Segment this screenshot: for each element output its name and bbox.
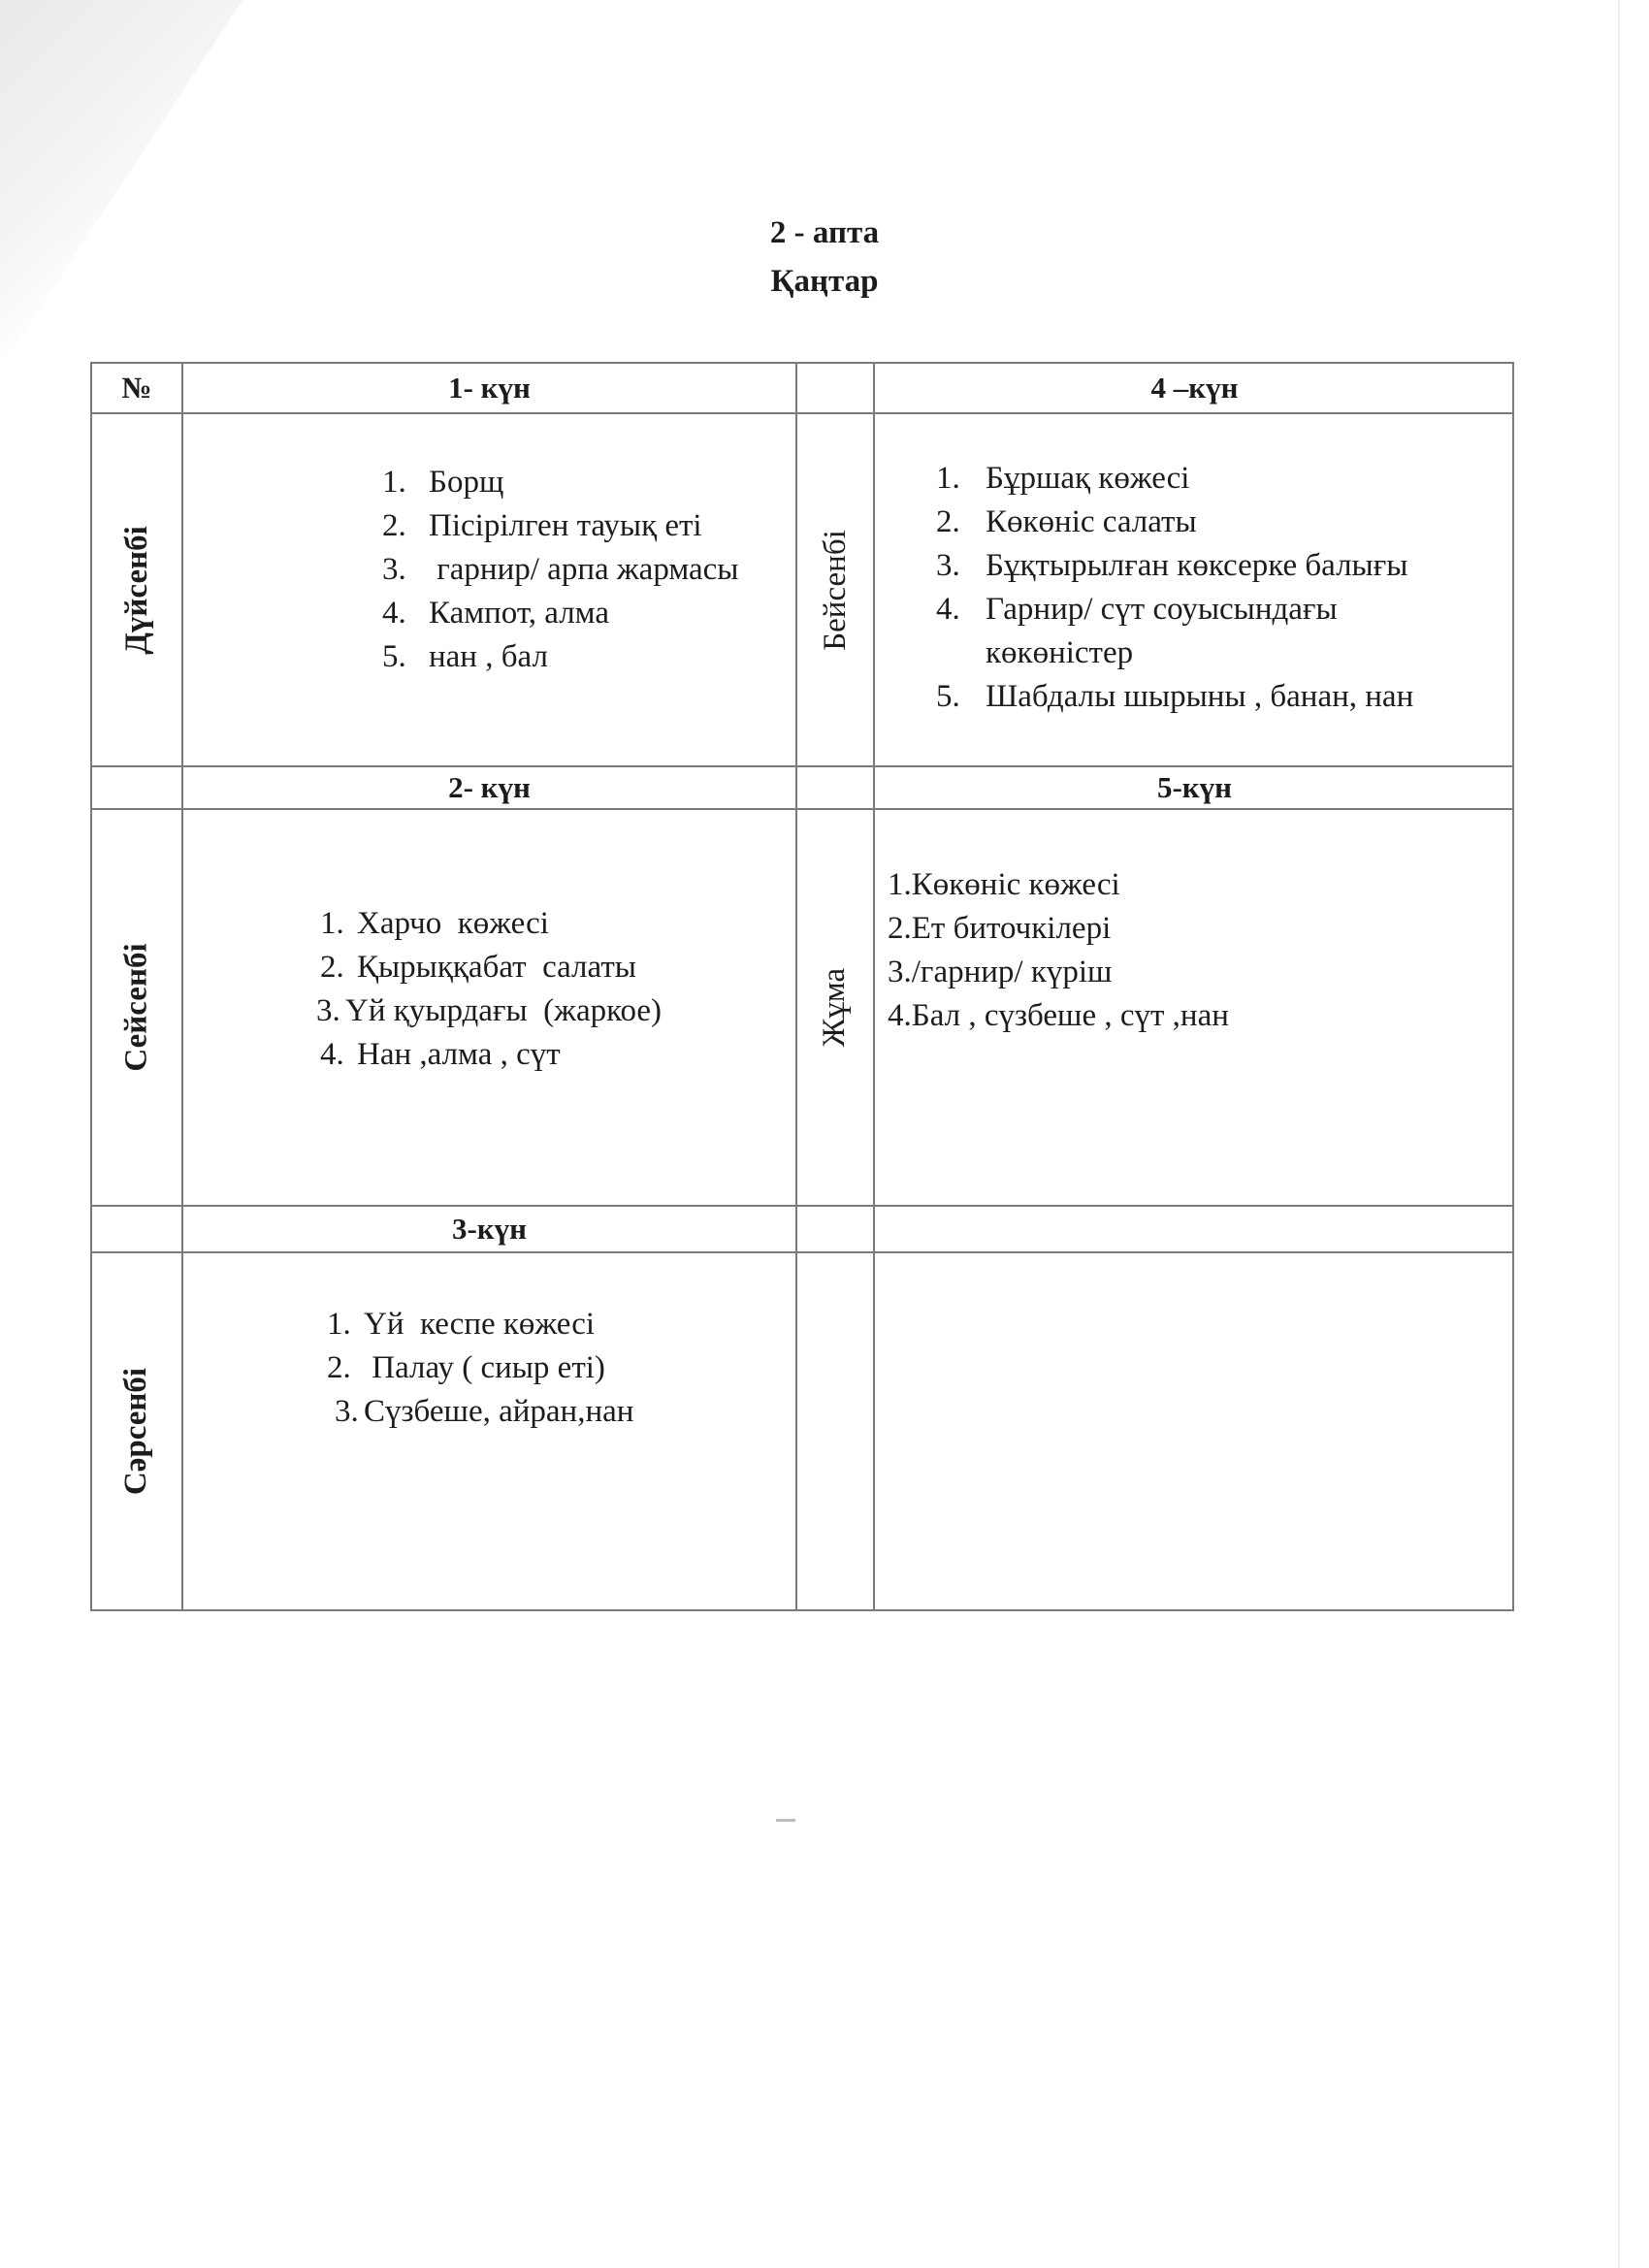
empty-cell: [92, 1207, 183, 1253]
day2-menu-cell: [183, 810, 797, 1207]
day5-menu: [888, 863, 1229, 1038]
weekday-label: Бейсенбі: [817, 529, 853, 651]
day1-title: 1- күн: [183, 364, 797, 414]
weekday-wednesday: [92, 1253, 183, 1609]
day5-menu-cell: [875, 810, 1514, 1207]
empty-cell: [875, 1207, 1514, 1253]
list-item: 2. Палау ( сиыр еті): [327, 1350, 605, 1385]
list-item: 3. Үй қуырдағы (жаркое): [316, 993, 662, 1028]
weekday-friday: [797, 810, 875, 1207]
day4-menu-cell: [875, 414, 1514, 767]
day1-menu: [382, 461, 738, 679]
list-item: 5. нан , бал: [382, 639, 548, 674]
day2-menu: [316, 902, 662, 1077]
list-item: 2. Қырыққабат салаты: [320, 950, 636, 985]
list-item: 1. Үй кеспе көжесі: [327, 1307, 596, 1342]
list-item: 4.Бал , сүзбеше , сүт ,нан: [888, 998, 1229, 1033]
weekday-tuesday: [92, 810, 183, 1207]
list-item: 3. гарнир/ арпа жармасы: [382, 552, 739, 587]
day4-title: 4 –күн: [875, 364, 1514, 414]
list-item: 1. Борщ: [382, 465, 504, 500]
day3-menu-cell: [183, 1253, 797, 1609]
list-item: 4. Кампот, алма: [382, 596, 609, 631]
list-item: 3. Сүзбеше, айран,нан: [335, 1394, 634, 1429]
weekday-label: Сәрсенбі: [118, 1367, 154, 1496]
list-item: 2. Көкөніс салаты: [936, 504, 1197, 539]
list-item: 5. Шабдалы шырыны , банан, нан: [936, 679, 1414, 714]
day4-menu: [936, 457, 1441, 719]
list-item: 3./гарнир/ күріш: [888, 955, 1113, 989]
weekday-thursday: [797, 414, 875, 767]
list-item: 4. Гарнир/ сүт соуысындағы көкөністер: [936, 592, 1338, 670]
list-item: 1. Харчо көжесі: [320, 906, 549, 941]
empty-cell: [875, 1253, 1514, 1609]
day3-title: 3-күн: [183, 1207, 797, 1253]
menu-table: [90, 362, 1514, 1611]
weekday-label: Сейсенбі: [118, 943, 154, 1072]
list-item: 2. Пісірілген тауық еті: [382, 508, 702, 543]
scan-edge: [1618, 0, 1620, 2268]
day1-menu-cell: [183, 414, 797, 767]
day2-title: 2- күн: [183, 767, 797, 810]
weekday-monday: [92, 414, 183, 767]
empty-cell: [797, 1207, 875, 1253]
list-item: 1. Бұршақ көжесі: [936, 461, 1190, 496]
list-item: 1.Көкөніс көжесі: [888, 867, 1120, 902]
list-item: 4. Нан ,алма , сүт: [320, 1037, 561, 1072]
empty-cell: [797, 1253, 875, 1609]
day5-title: 5-күн: [875, 767, 1514, 810]
month-title: Қаңтар: [770, 264, 879, 299]
week-title: 2 - апта: [769, 215, 880, 250]
empty-cell: [92, 767, 183, 810]
scan-mark: [776, 1819, 795, 1822]
list-item: 2.Ет биточкілері: [888, 911, 1112, 946]
number-header: №: [92, 364, 183, 414]
empty-cell: [797, 767, 875, 810]
empty-cell: [797, 364, 875, 414]
list-item: 3. Бұқтырылған көксерке балығы: [936, 548, 1408, 583]
day3-menu: [327, 1303, 633, 1434]
weekday-label: Дүйсенбі: [118, 525, 154, 655]
page-fold-shadow: [0, 0, 252, 378]
weekday-label: Жұма: [817, 967, 853, 1048]
